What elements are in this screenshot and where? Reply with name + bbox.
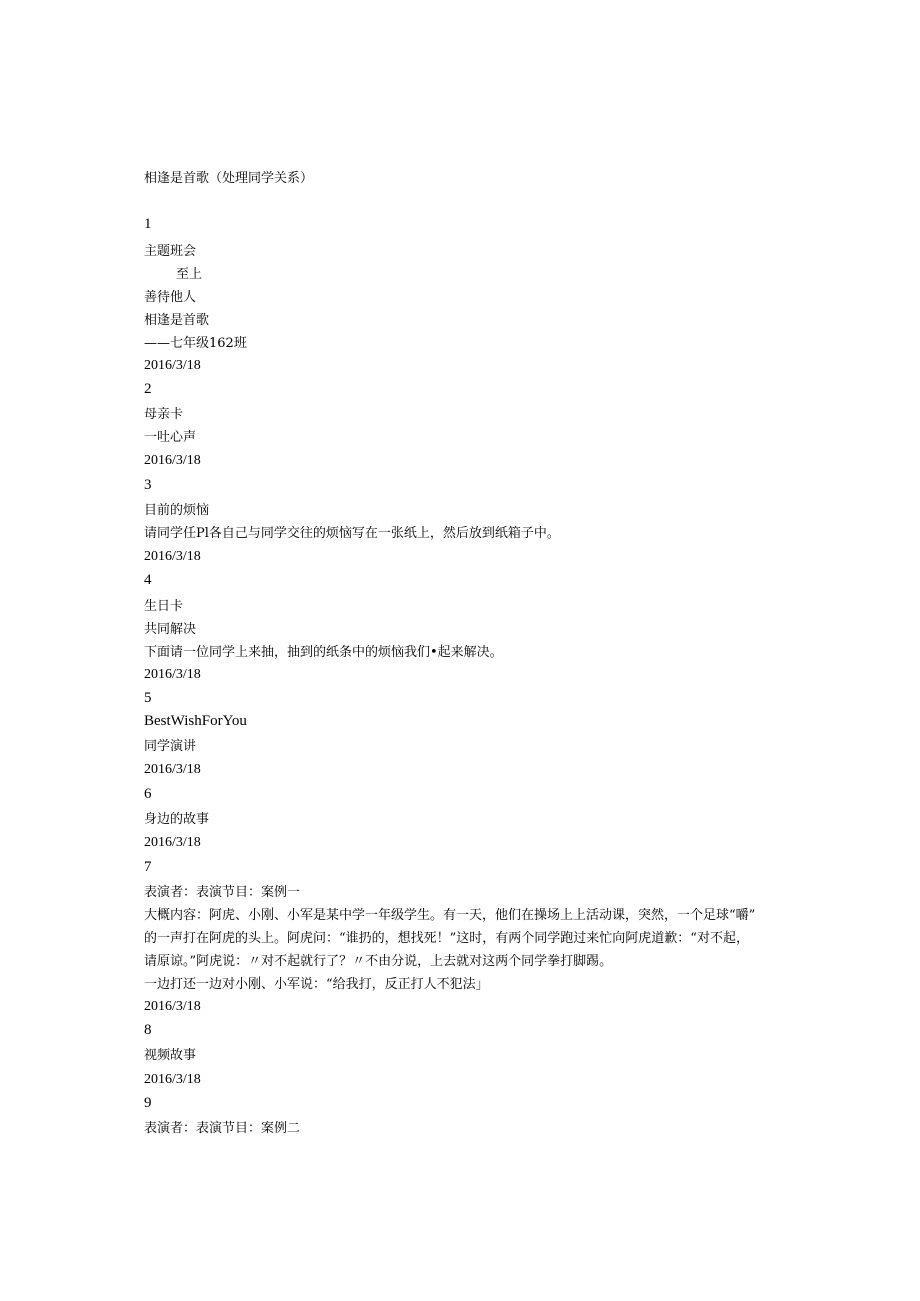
slide-line: 相逢是首歌 [144, 313, 210, 328]
slide-date: 2016/3/18 [144, 549, 201, 564]
slide-date: 2016/3/18 [144, 835, 201, 850]
slide-line: 主题班会 [144, 244, 197, 259]
slide-date: 2016/3/18 [144, 999, 201, 1014]
slide-line: 一吐心声 [144, 430, 197, 445]
slide-number: 3 [144, 477, 152, 493]
slide-date: 2016/3/18 [144, 453, 201, 468]
slide-number: 9 [144, 1095, 152, 1111]
slide-line: 请原谅。”阿虎说：〃对不起就行了？〃不由分说，上去就对这两个同学拳打脚踢。 [144, 954, 613, 969]
slide-line: 目前的烦恼 [144, 503, 210, 518]
slide-date: 2016/3/18 [144, 1072, 201, 1087]
slide-line: 同学演讲 [144, 739, 197, 754]
slide-line: 大概内容：阿虎、小刚、小军是某中学一年级学生。有一天，他们在操场上上活动课，突然，一个足球“嚼” [144, 908, 756, 923]
slide-number: 5 [144, 690, 152, 706]
slide-line: 下面请一位同学上来抽，抽到的纸条中的烦恼我们•起来解决。 [144, 645, 503, 660]
slide-line: 的一声打在阿虎的头上。阿虎问：“谁扔的，想找死！”这时，有两个同学跑过来忙向阿虎道歉：“对不起， [144, 931, 749, 946]
slide-number: 7 [144, 859, 152, 875]
slide-line: 生日卡 [144, 599, 184, 614]
slide-line: ——七年级162班 [144, 336, 247, 351]
slide-line: 至上 [176, 267, 203, 282]
slide-line: 请同学任Pl各自己与同学交往的烦恼写在一张纸上，然后放到纸箱子中。 [144, 526, 560, 541]
slide-number: 4 [144, 572, 152, 588]
slide-number: 1 [144, 216, 152, 232]
slide-line: 表演者：表演节目：案例二 [144, 1121, 301, 1136]
slide-line: 共同解决 [144, 622, 197, 637]
document-title: 相逢是首歌（处理同学关系） [144, 171, 314, 186]
slide-date: 2016/3/18 [144, 762, 201, 777]
slide-line: BestWishForYou [144, 713, 247, 729]
slide-line: 一边打还一边对小刚、小军说：“给我打，反正打人不犯法」 [144, 977, 489, 992]
slide-number: 8 [144, 1022, 152, 1038]
slide-number: 6 [144, 786, 152, 802]
slide-line: 身边的故事 [144, 812, 210, 827]
slide-number: 2 [144, 381, 152, 397]
slide-line: 视频故事 [144, 1048, 197, 1063]
slide-date: 2016/3/18 [144, 358, 201, 373]
slide-line: 表演者：表演节目：案例一 [144, 885, 301, 900]
slide-line: 善待他人 [144, 290, 197, 305]
slide-line: 母亲卡 [144, 407, 184, 422]
slide-date: 2016/3/18 [144, 667, 201, 682]
